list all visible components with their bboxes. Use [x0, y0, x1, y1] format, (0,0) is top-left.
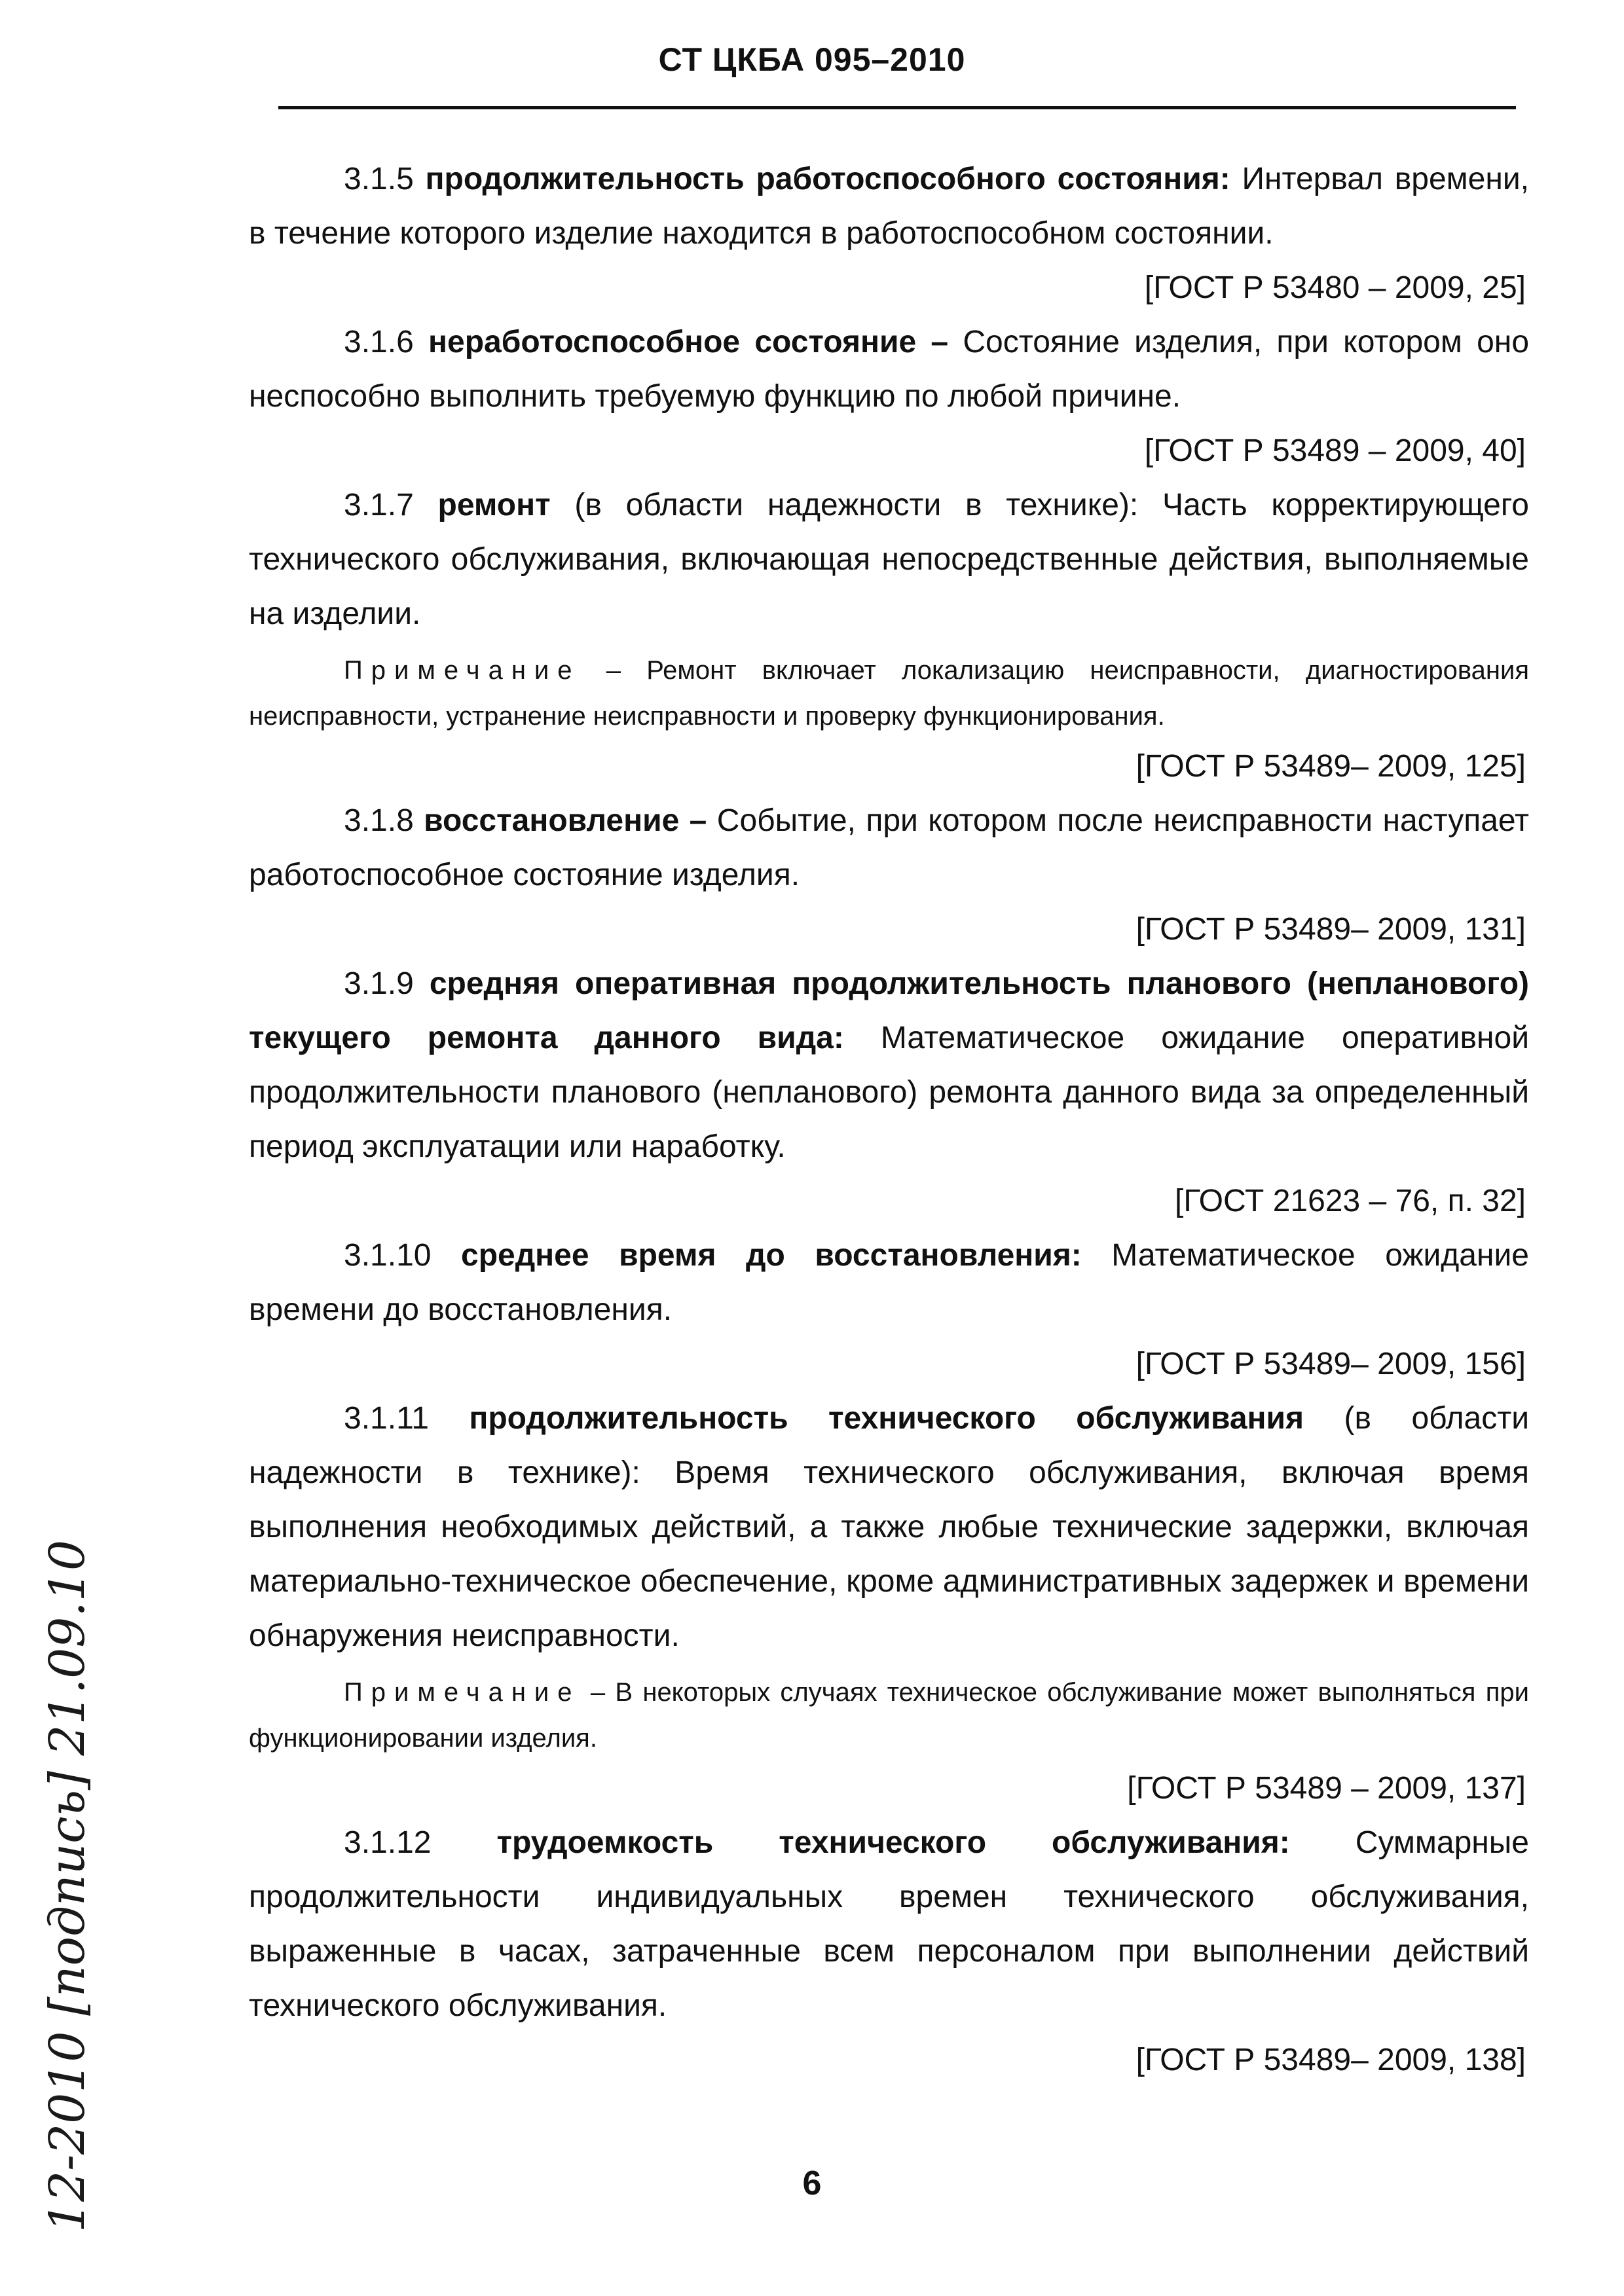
term-reference: [ГОСТ Р 53489– 2009, 156]: [1135, 1347, 1526, 1381]
term-number: 3.1.11: [344, 1401, 429, 1436]
term-name: продолжительность работоспособного состояния:: [425, 162, 1230, 196]
margin-note-text: 12-2010 [подпись] 21.09.10: [39, 1540, 96, 2232]
term-definition: Суммарные продолжительности индивидуальных времен технического обслуживания, выраженные в часах, затраченные всем персоналом при выполнении действий технического обслуживания.: [249, 1825, 1529, 2023]
term-definition: Математическое ожидание оперативной продолжительности планового (непланового) ремонта данного вида за определенный период эксплуатации или наработку.: [249, 1021, 1529, 1164]
term-reference: [ГОСТ Р 53489– 2009, 131]: [1135, 912, 1526, 947]
term-reference: [ГОСТ Р 53480 – 2009, 25]: [1144, 270, 1526, 305]
term-name: восстановление –: [424, 803, 707, 838]
term-number: 3.1.10: [344, 1238, 432, 1273]
term-definition: Состояние изделия, при котором оно неспособно выполнить требуемую функцию по любой причине.: [249, 325, 1530, 414]
term-number: 3.1.5: [344, 162, 414, 196]
document-header: СТ ЦКБА 095–2010: [658, 41, 966, 78]
page-number: 6: [802, 2164, 822, 2202]
term-number: 3.1.8: [344, 803, 414, 838]
term-reference: [ГОСТ 21623 – 76, п. 32]: [1175, 1184, 1526, 1218]
term-name: продолжительность технического обслуживания: [469, 1401, 1304, 1436]
term-name: среднее время до восстановления:: [461, 1238, 1082, 1273]
term-entry: [249, 793, 1529, 902]
term-entry: [249, 957, 1529, 1174]
note-text: – Ремонт включает локализацию неисправности, диагностирования неисправности, устранение неисправности и проверку функционирования.: [249, 656, 1529, 731]
terms-section: [249, 152, 1529, 2087]
term-entry: [249, 1815, 1529, 2033]
term-entry: [249, 152, 1529, 261]
term-note: [249, 647, 1529, 739]
term-reference: [ГОСТ Р 53489 – 2009, 40]: [1144, 433, 1526, 468]
term-number: 3.1.6: [344, 325, 414, 359]
term-reference: [ГОСТ Р 53489– 2009, 138]: [1135, 2043, 1526, 2077]
term-name: ремонт: [437, 488, 551, 522]
term-reference: [ГОСТ Р 53489– 2009, 125]: [1135, 749, 1526, 784]
term-name: неработоспособное состояние –: [428, 325, 949, 359]
term-definition: (в области надежности в технике): Часть корректирующего технического обслуживания, включающая непосредственные действия, выполняемые на изделии.: [249, 488, 1530, 631]
term-entry: [249, 315, 1529, 424]
term-reference: [ГОСТ Р 53489 – 2009, 137]: [1127, 1771, 1526, 1806]
term-name: трудоемкость технического обслуживания:: [496, 1825, 1290, 1860]
term-definition: Математическое ожидание времени до восстановления.: [249, 1238, 1530, 1327]
note-text: – В некоторых случаях техническое обслуживание может выполняться при функционировании изделия.: [249, 1678, 1529, 1753]
term-number: 3.1.9: [344, 966, 414, 1001]
term-entry: [249, 1228, 1529, 1337]
term-name: средняя оперативная продолжительность планового (непланового) текущего ремонта данного вида:: [249, 966, 1529, 1055]
term-definition: (в области надежности в технике): Время технического обслуживания, включая время выполнения необходимых действий, а также любые технические задержки, включая материально-техническое обеспечение, кроме административных задержек и времени обнаружения неисправности.: [249, 1401, 1530, 1653]
note-label: Примечание: [344, 1678, 581, 1707]
term-entry: [249, 478, 1529, 641]
term-number: 3.1.7: [344, 488, 414, 522]
term-number: 3.1.12: [344, 1825, 432, 1860]
handwritten-margin-note: [39, 1540, 118, 2232]
term-definition: Событие, при котором после неисправности наступает работоспособное состояние изделия.: [249, 803, 1529, 892]
term-entry: [249, 1391, 1529, 1663]
term-definition: Интервал времени, в течение которого изделие находится в работоспособном состоянии.: [249, 162, 1529, 251]
note-label: Примечание: [344, 656, 581, 685]
term-note: [249, 1669, 1529, 1761]
header-divider: [278, 106, 1516, 109]
